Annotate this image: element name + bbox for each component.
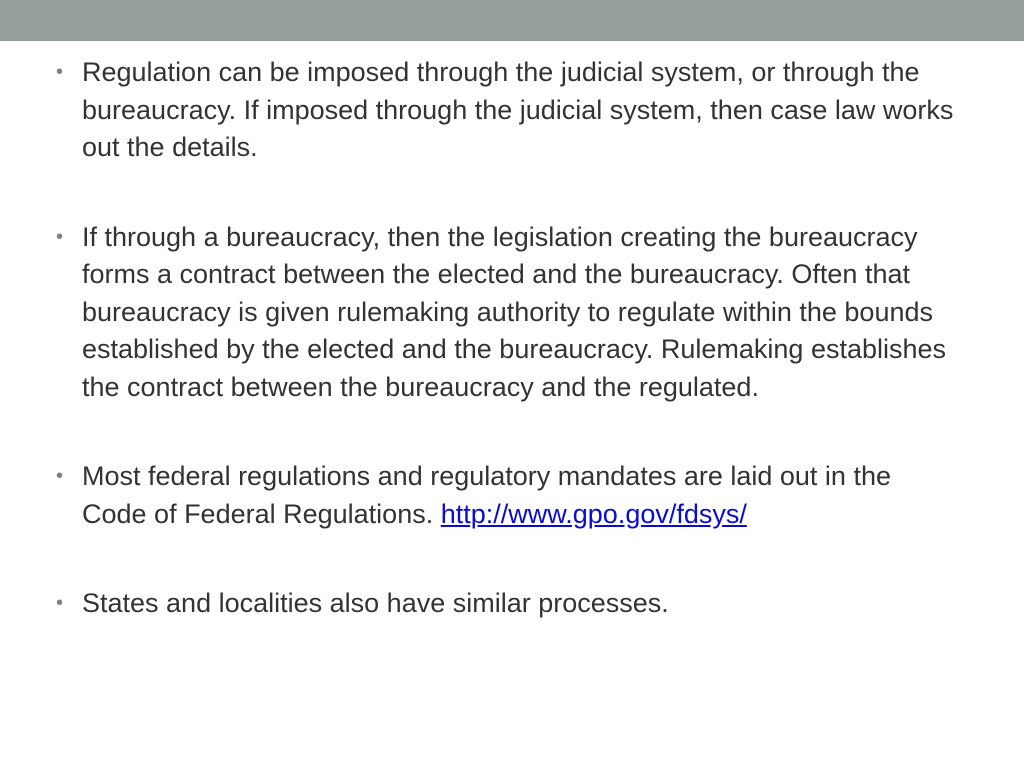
bullet-text: Most federal regulations and regulatory mandates are laid out in the Code of Federal Regulations. — [82, 461, 891, 529]
bullet-item — [56, 458, 956, 533]
bullet-icon: • — [56, 465, 64, 487]
bullet-item — [56, 585, 956, 623]
bullet-text: If through a bureaucracy, then the legislation creating the bureaucracy forms a contract between the elected and the bureaucracy. Often that bureaucracy is given rulemaking authority to regulate within the bounds established by the elected and the bureaucracy. Rulemaking establishes the contract between the bureaucracy and the regulated. — [82, 221, 947, 402]
gpo-fdsys-link[interactable]: http://www.gpo.gov/fdsys/ — [440, 498, 747, 529]
bullet-icon: • — [56, 592, 64, 614]
bullet-icon: • — [56, 225, 64, 248]
bullet-item — [56, 54, 956, 167]
bullet-item — [56, 219, 956, 407]
slide-body — [56, 54, 956, 675]
bullet-text: States and localities also have similar processes. — [82, 588, 669, 618]
header-bar — [0, 0, 1024, 41]
bullet-text: Regulation can be imposed through the judicial system, or through the bureaucracy. If imposed through the judicial system, then case law works out the details. — [82, 57, 954, 162]
bullet-icon: • — [56, 61, 64, 83]
